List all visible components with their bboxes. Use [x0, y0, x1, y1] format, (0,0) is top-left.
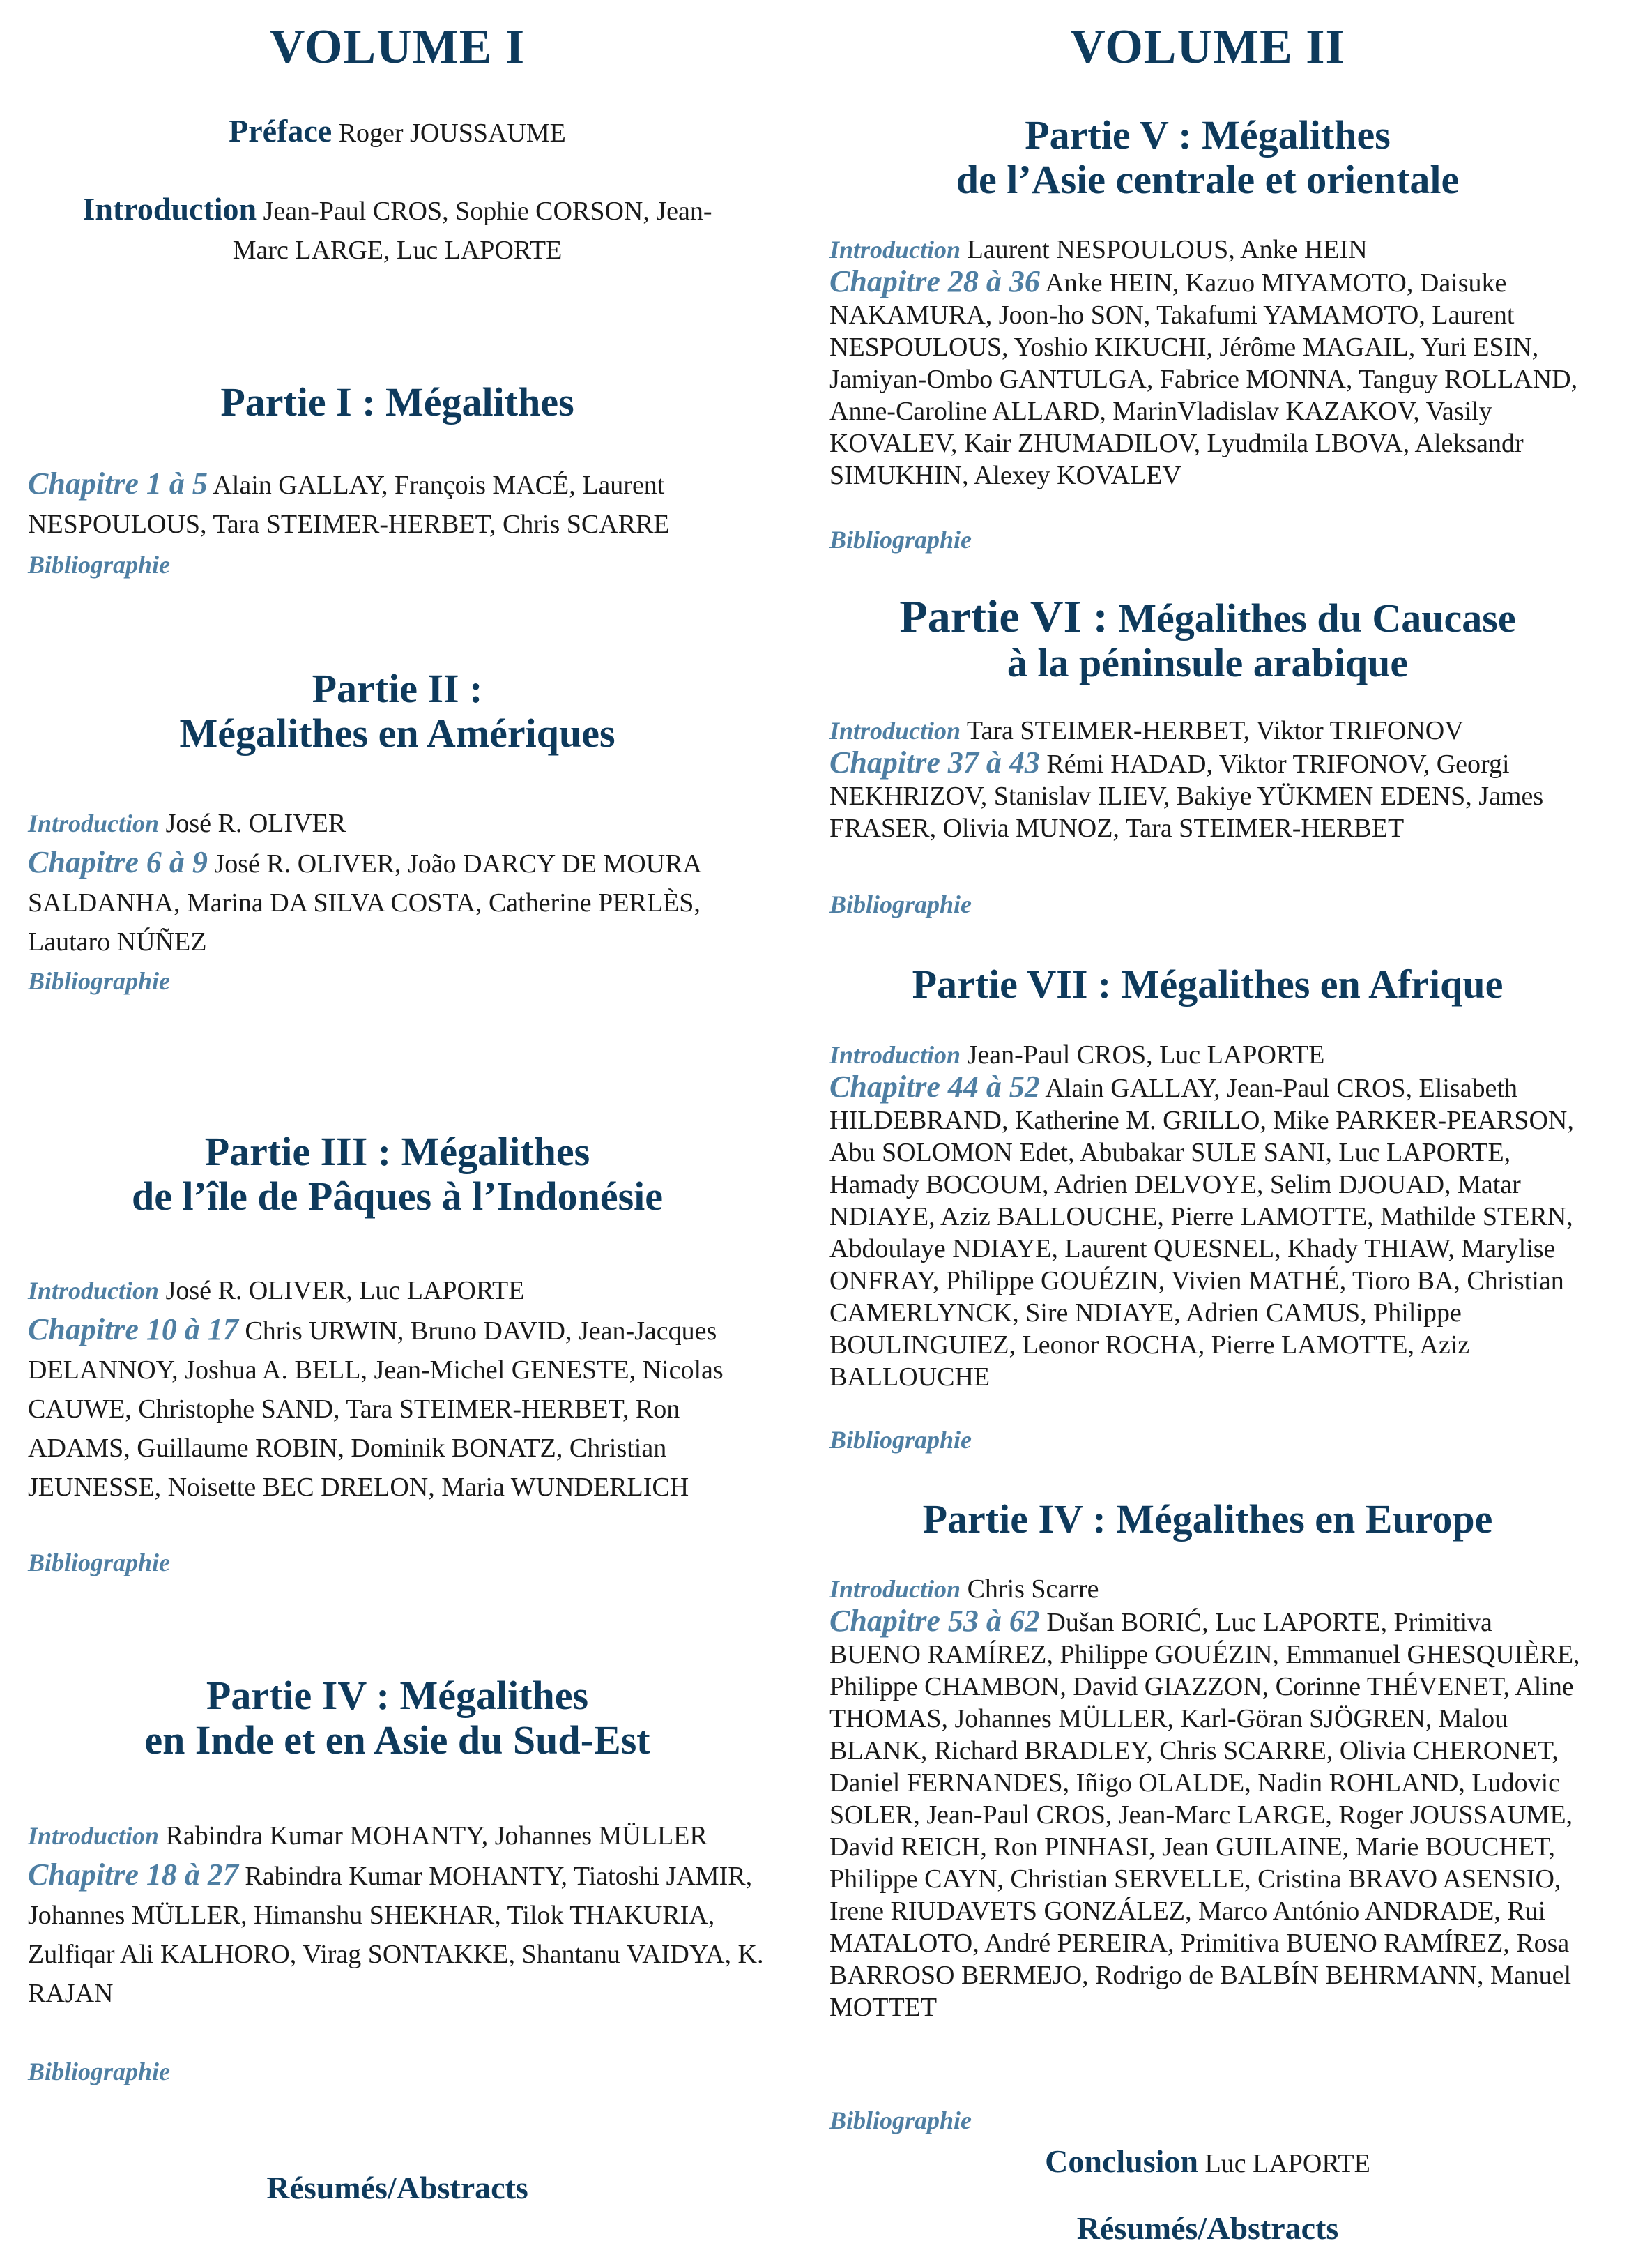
part-3-title-line-1: Partie III : Mégalithes [204, 1129, 590, 1174]
part-2-intro-authors: José R. OLIVER [165, 809, 346, 838]
part-6-chapter-label: Chapitre 37 à 43 [829, 745, 1040, 780]
part-1-chapter-authors: Alain GALLAY, François MACÉ, Laurent NESPOULOUS, Tara STEIMER-HERBET, Chris SCARRE [28, 471, 670, 539]
volume-2-resumes: Résumés/Abstracts [1076, 2210, 1339, 2246]
conclusion-authors: Luc LAPORTE [1204, 2149, 1370, 2178]
part-5-title [829, 113, 1586, 202]
part-europe-chapter-label: Chapitre 53 à 62 [829, 1604, 1040, 1638]
volume-1-resumes: Résumés/Abstracts [266, 2170, 528, 2205]
part-6-intro-authors: Tara STEIMER-HERBET, Viktor TRIFONOV [966, 716, 1464, 745]
part-3-content [28, 1271, 767, 1507]
part-6-title-line-2: à la péninsule arabique [1007, 640, 1409, 685]
part-5-title-line-2: de l’Asie centrale et orientale [956, 157, 1460, 202]
volume-1-title: VOLUME I [269, 20, 526, 74]
part-6-title-line-1 [829, 591, 1586, 642]
part-4-title-line-2: en Inde et en Asie du Sud-Est [144, 1717, 650, 1763]
introduction-authors: Jean-Paul CROS, Sophie CORSON, Jean-Marc LARGE, Luc LAPORTE [232, 197, 712, 265]
part-7-intro-label: Introduction [829, 1041, 961, 1069]
part-4-intro-label: Introduction [28, 1822, 160, 1850]
part-7-title-line: Partie VII : Mégalithes en Afrique [912, 962, 1504, 1007]
part-6-intro-label: Introduction [829, 717, 961, 745]
part-europe-title [829, 1497, 1586, 1542]
conclusion [829, 2142, 1586, 2183]
part-6-title [829, 591, 1586, 685]
part-4-intro-authors: Rabindra Kumar MOHANTY, Johannes MÜLLER [165, 1821, 708, 1851]
preface [28, 112, 767, 153]
part-5-bibliography: Bibliographie [829, 526, 972, 554]
part-3-intro-authors: José R. OLIVER, Luc LAPORTE [165, 1276, 525, 1305]
part-3-bibliography: Bibliographie [28, 1549, 171, 1576]
part-1-title [28, 380, 767, 425]
part-7-intro-authors: Jean-Paul CROS, Luc LAPORTE [967, 1040, 1325, 1070]
part-2-intro-label: Introduction [28, 810, 160, 837]
part-europe-intro-label: Introduction [829, 1575, 961, 1603]
part-2-title-line-1: Partie II : [312, 666, 483, 711]
part-3-title-line-2: de l’île de Pâques à l’Indonésie [131, 1173, 664, 1219]
part-6-content [829, 715, 1586, 844]
part-5-chapter-authors: Anke HEIN, Kazuo MIYAMOTO, Daisuke NAKAMURA, Joon-ho SON, Takafumi YAMAMOTO, Laurent NESPOULOUS, Yoshio KIKUCHI, Jérôme MAGAIL, Yuri ESIN, Jamiyan-Ombo GANTULGA, Fabrice MONNA, Tanguy ROLLAND, Anne-Caroline ALLARD, MarinVladislav KAZAKOV, Vasily KOVALEV, Kair ZHUMADILOV, Lyudmila LBOVA, Aleksandr SIMUKHIN, Alexey KOVALEV [829, 268, 1578, 490]
part-7-content [829, 1039, 1586, 1393]
part-europe-title-line: Partie IV : Mégalithes en Europe [922, 1496, 1493, 1542]
part-1-title-line: Partie I : Mégalithes [220, 379, 574, 425]
part-3-chapter-label: Chapitre 10 à 17 [28, 1312, 238, 1346]
preface-authors: Roger JOUSSAUME [338, 119, 566, 148]
part-1-bibliography: Bibliographie [28, 551, 171, 579]
part-6-title-number: Partie VI : [899, 591, 1108, 642]
part-europe-intro-authors: Chris Scarre [967, 1574, 1099, 1604]
part-2-bibliography: Bibliographie [28, 967, 171, 995]
part-3-chapter-authors: Chris URWIN, Bruno DAVID, Jean-Jacques DELANNOY, Joshua A. BELL, Jean-Michel GENESTE, Nicolas CAUWE, Christophe SAND, Tara STEIMER-HERBET, Ron ADAMS, Guillaume ROBIN, Dominik BONATZ, Christian JEUNESSE, Noisette BEC DRELON, Maria WUNDERLICH [28, 1316, 724, 1502]
part-3-title [28, 1130, 767, 1219]
part-5-content [829, 234, 1586, 492]
part-7-title [829, 962, 1586, 1007]
introduction-label: Introduction [82, 191, 257, 227]
part-europe-bibliography: Bibliographie [829, 2106, 972, 2134]
part-europe-content [829, 1573, 1586, 2023]
part-4-title [28, 1673, 767, 1763]
part-4-content [28, 1816, 767, 2013]
part-2-title-line-2: Mégalithes en Amériques [179, 710, 615, 756]
part-europe-chapter-authors: Dušan BORIĆ, Luc LAPORTE, Primitiva BUENO RAMÍREZ, Philippe GOUÉZIN, Emmanuel GHESQUIÈRE, Philippe CHAMBON, David GIAZZON, Corinne THÉVENET, Aline THOMAS, Johannes MÜLLER, Karl-Göran SJÖGREN, Malou BLANK, Richard BRADLEY, Chris SCARRE, Olivia CHERONET, Daniel FERNANDES, Iñigo OLALDE, Nadin ROHLAND, Ludovic SOLER, Jean-Paul CROS, Jean-Marc LARGE, Roger JOUSSAUME, David REICH, Ron PINHASI, Jean GUILAINE, Marie BOUCHET, Philippe CAYN, Christian SERVELLE, Cristina BRAVO ASENSIO, Irene RIUDAVETS GONZÁLEZ, Marco António ANDRADE, Rui MATALOTO, André PEREIRA, Primitiva BUENO RAMÍREZ, Rosa BARROSO BERMEJO, Rodrigo de BALBÍN BEHRMANN, Manuel MOTTET [829, 1608, 1580, 2022]
part-4-title-line-1: Partie IV : Mégalithes [206, 1673, 589, 1718]
part-2-chapter-authors: José R. OLIVER, João DARCY DE MOURA SALDANHA, Marina DA SILVA COSTA, Catherine PERLÈS, Lautaro NÚÑEZ [28, 849, 701, 957]
part-6-bibliography: Bibliographie [829, 890, 972, 918]
preface-label: Préface [229, 113, 332, 149]
part-5-chapter-label: Chapitre 28 à 36 [829, 264, 1040, 298]
part-4-bibliography: Bibliographie [28, 2058, 171, 2085]
part-2-chapter-label: Chapitre 6 à 9 [28, 845, 208, 879]
part-5-title-line-1: Partie V : Mégalithes [1025, 112, 1391, 158]
part-7-chapter-label: Chapitre 44 à 52 [829, 1070, 1040, 1104]
introduction [28, 190, 767, 270]
part-4-chapter-authors: Rabindra Kumar MOHANTY, Tiatoshi JAMIR, Johannes MÜLLER, Himanshu SHEKHAR, Tilok THAKURIA, Zulfiqar Ali KALHORO, Virag SONTAKKE, Shantanu VAIDYA, K. RAJAN [28, 1862, 764, 2008]
part-5-intro-authors: Laurent NESPOULOUS, Anke HEIN [967, 235, 1368, 264]
part-3-intro-label: Introduction [28, 1277, 160, 1305]
part-1-chapters [28, 464, 767, 544]
part-6-title-text: Mégalithes du Caucase [1118, 595, 1516, 641]
part-7-bibliography: Bibliographie [829, 1426, 972, 1454]
part-7-chapter-authors: Alain GALLAY, Jean-Paul CROS, Elisabeth HILDEBRAND, Katherine M. GRILLO, Mike PARKER-PEARSON, Abu SOLOMON Edet, Abubakar SULE SANI, Luc LAPORTE, Hamady BOCOUM, Adrien DELVOYE, Selim DJOUAD, Matar NDIAYE, Aziz BALLOUCHE, Pierre LAMOTTE, Mathilde STERN, Abdoulaye NDIAYE, Laurent QUESNEL, Khady THIAW, Marylise ONFRAY, Philippe GOUÉZIN, Vivien MATHÉ, Tioro BA, Christian CAMERLYNCK, Sire NDIAYE, Adrien CAMUS, Philippe BOULINGUIEZ, Leonor ROCHA, Pierre LAMOTTE, Aziz BALLOUCHE [829, 1074, 1574, 1392]
conclusion-label: Conclusion [1045, 2143, 1199, 2179]
part-1-chapter-label: Chapitre 1 à 5 [28, 466, 208, 501]
part-5-intro-label: Introduction [829, 236, 961, 264]
part-2-content [28, 804, 767, 962]
part-4-chapter-label: Chapitre 18 à 27 [28, 1857, 238, 1892]
volume-2-title: VOLUME II [1070, 20, 1345, 74]
part-2-title [28, 667, 767, 756]
part-6-chapter-authors: Rémi HADAD, Viktor TRIFONOV, Georgi NEKHRIZOV, Stanislav ILIEV, Bakiye YÜKMEN EDENS, James FRASER, Olivia MUNOZ, Tara STEIMER-HERBET [829, 750, 1544, 843]
